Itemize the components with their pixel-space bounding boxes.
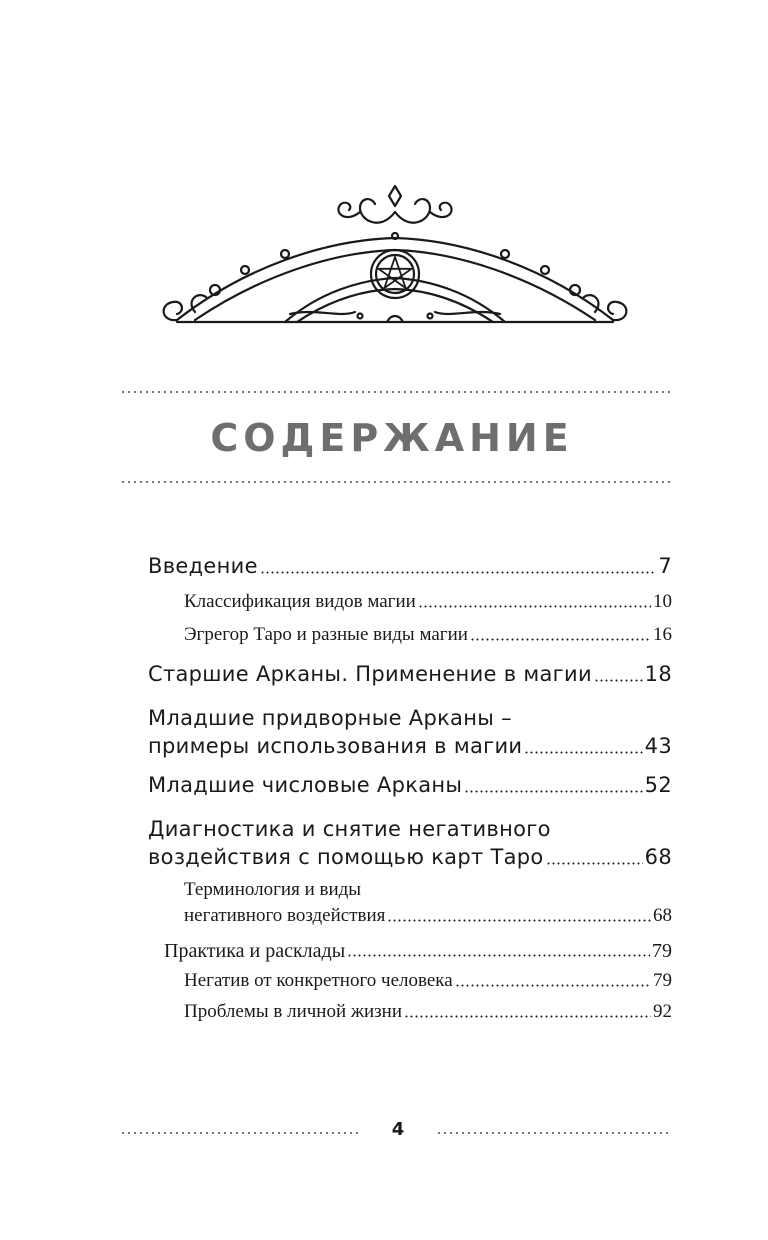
- toc-entry-terminology-line1: Терминология и виды: [184, 879, 362, 900]
- toc-entry-label: Классификация видов магии: [184, 591, 416, 612]
- toc-page-number: 43: [644, 734, 672, 758]
- dot-leader: [418, 605, 651, 608]
- dot-leader: [546, 862, 643, 865]
- toc-entry-label: Проблемы в личной жизни: [184, 1001, 403, 1022]
- toc-entry-label: Негатив от конкретного человека: [184, 970, 453, 991]
- toc-entry-label: Младшие числовые Арканы: [148, 773, 463, 797]
- toc-entry-label: примеры использования в магии: [148, 734, 523, 758]
- toc-entry-negative-person[interactable]: [184, 968, 672, 994]
- toc-entry-intro[interactable]: [148, 551, 672, 581]
- toc-entry-number-arcana[interactable]: [148, 770, 672, 800]
- toc-page-number: 10: [653, 591, 672, 612]
- page-number: 4: [391, 1119, 405, 1140]
- toc-entry-label: негативного воздействия: [184, 905, 386, 926]
- toc-entry-label: воздействия с помощью карт Таро: [148, 845, 544, 869]
- toc-page-number: 79: [653, 970, 672, 991]
- dot-leader: [524, 751, 642, 754]
- toc-entry-egregor[interactable]: [184, 622, 672, 648]
- toc-entry-court-arcana[interactable]: [148, 731, 672, 761]
- page-title: СОДЕРЖАНИЕ: [210, 416, 574, 460]
- dot-leader: [464, 790, 642, 793]
- toc-entry-court-arcana-line1: Младшие придворные Арканы –: [148, 706, 512, 730]
- dot-leader: [260, 571, 656, 574]
- dot-leader: [404, 1015, 651, 1018]
- toc-entry-terminology[interactable]: [184, 903, 672, 929]
- toc-page-number: 7: [658, 554, 672, 578]
- dot-leader: [594, 679, 643, 682]
- toc-entry-diagnostics-line1: Диагностика и снятие негативного: [148, 817, 551, 841]
- toc-page-number: 68: [653, 905, 672, 926]
- toc-entry-label: Эгрегор Таро и разные виды магии: [184, 624, 468, 645]
- toc-entry-major-arcana[interactable]: [148, 659, 672, 689]
- toc-page-number: 52: [644, 773, 672, 797]
- dot-leader: [387, 919, 651, 922]
- toc-page-number: 18: [644, 662, 672, 686]
- dot-leader: [470, 638, 651, 641]
- toc-page-number: 79: [652, 940, 672, 962]
- toc-entry-personal-life[interactable]: [184, 999, 672, 1025]
- toc-page-number: 68: [644, 845, 672, 869]
- toc-entry-label: Введение: [148, 554, 258, 578]
- toc-page-number: 16: [653, 624, 672, 645]
- toc-entry-classification[interactable]: [184, 589, 672, 615]
- dot-leader: [347, 954, 650, 957]
- footer-dotted-rule-left: [120, 1131, 362, 1135]
- footer-dotted-rule-right: [436, 1131, 672, 1135]
- toc-entry-practice[interactable]: [164, 938, 672, 964]
- toc-page-number: 92: [653, 1001, 672, 1022]
- toc-entry-diagnostics[interactable]: [148, 842, 672, 872]
- dot-leader: [455, 984, 651, 987]
- toc-entry-label: Практика и расклады: [164, 940, 346, 962]
- toc-entry-label: Старшие Арканы. Применение в магии: [148, 662, 592, 686]
